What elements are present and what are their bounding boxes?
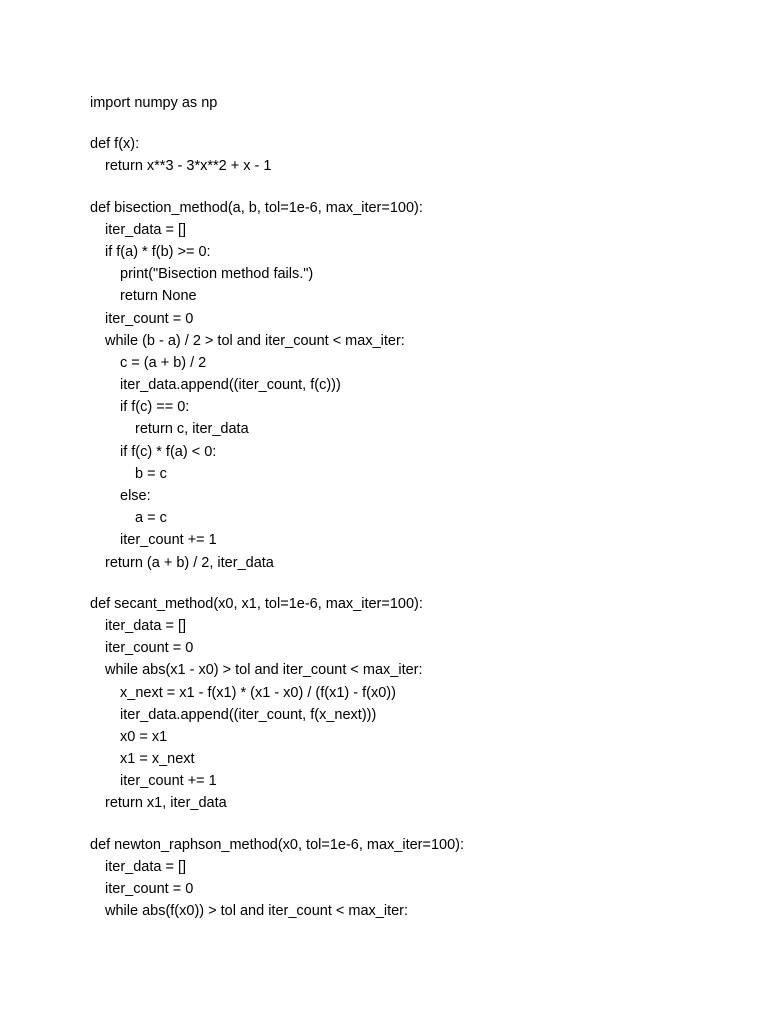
code-line: if f(c) * f(a) < 0: (120, 443, 217, 460)
code-line: return x**3 - 3*x**2 + x - 1 (105, 158, 272, 175)
code-line: x0 = x1 (120, 728, 168, 745)
code-line: iter_data = [] (105, 221, 187, 238)
code-line: iter_data.append((iter_count, f(x_next))) (120, 706, 377, 723)
code-line: iter_data = [] (105, 617, 187, 634)
code-line: if f(a) * f(b) >= 0: (105, 243, 211, 260)
code-line: while (b - a) / 2 > tol and iter_count < max_iter: (105, 332, 405, 349)
blank-line (90, 114, 730, 133)
code-line: while abs(f(x0)) > tol and iter_count < max_iter: (105, 903, 409, 920)
code-line: else: (120, 488, 151, 504)
import-statement: import numpy as np (90, 95, 218, 111)
code-line: while abs(x1 - x0) > tol and iter_count < max_iter: (105, 662, 423, 679)
blank-line (90, 815, 730, 834)
code-line: x1 = x_next (120, 751, 195, 768)
code-line: iter_data.append((iter_count, f(c))) (120, 377, 341, 394)
function-def-bisection: def bisection_method(a, b, tol=1e-6, max_iter=100): (90, 199, 423, 216)
code-line: c = (a + b) / 2 (120, 354, 207, 371)
code-line: iter_count = 0 (105, 881, 194, 897)
code-line: return None (120, 288, 197, 305)
code-line: iter_data = [] (105, 858, 187, 875)
code-line: iter_count += 1 (120, 532, 217, 549)
code-line: x_next = x1 - f(x1) * (x1 - x0) / (f(x1) - f(x0)) (120, 684, 396, 701)
code-line: return c, iter_data (135, 421, 249, 438)
code-line: if f(c) == 0: (120, 399, 190, 416)
code-line: b = c (135, 465, 167, 482)
code-line: iter_count = 0 (105, 310, 194, 327)
code-line: return (a + b) / 2, iter_data (105, 554, 274, 571)
code-listing (90, 92, 730, 922)
code-line: iter_count = 0 (105, 640, 194, 657)
blank-line (90, 574, 730, 593)
code-line: print("Bisection method fails.") (120, 266, 314, 283)
code-line: iter_count += 1 (120, 773, 217, 790)
function-def-newton: def newton_raphson_method(x0, tol=1e-6, max_iter=100): (90, 836, 465, 853)
function-def-f: def f(x): (90, 136, 140, 153)
function-def-secant: def secant_method(x0, x1, tol=1e-6, max_iter=100): (90, 595, 423, 612)
code-line: return x1, iter_data (105, 795, 227, 812)
blank-line (90, 178, 730, 197)
code-line: a = c (135, 510, 167, 527)
